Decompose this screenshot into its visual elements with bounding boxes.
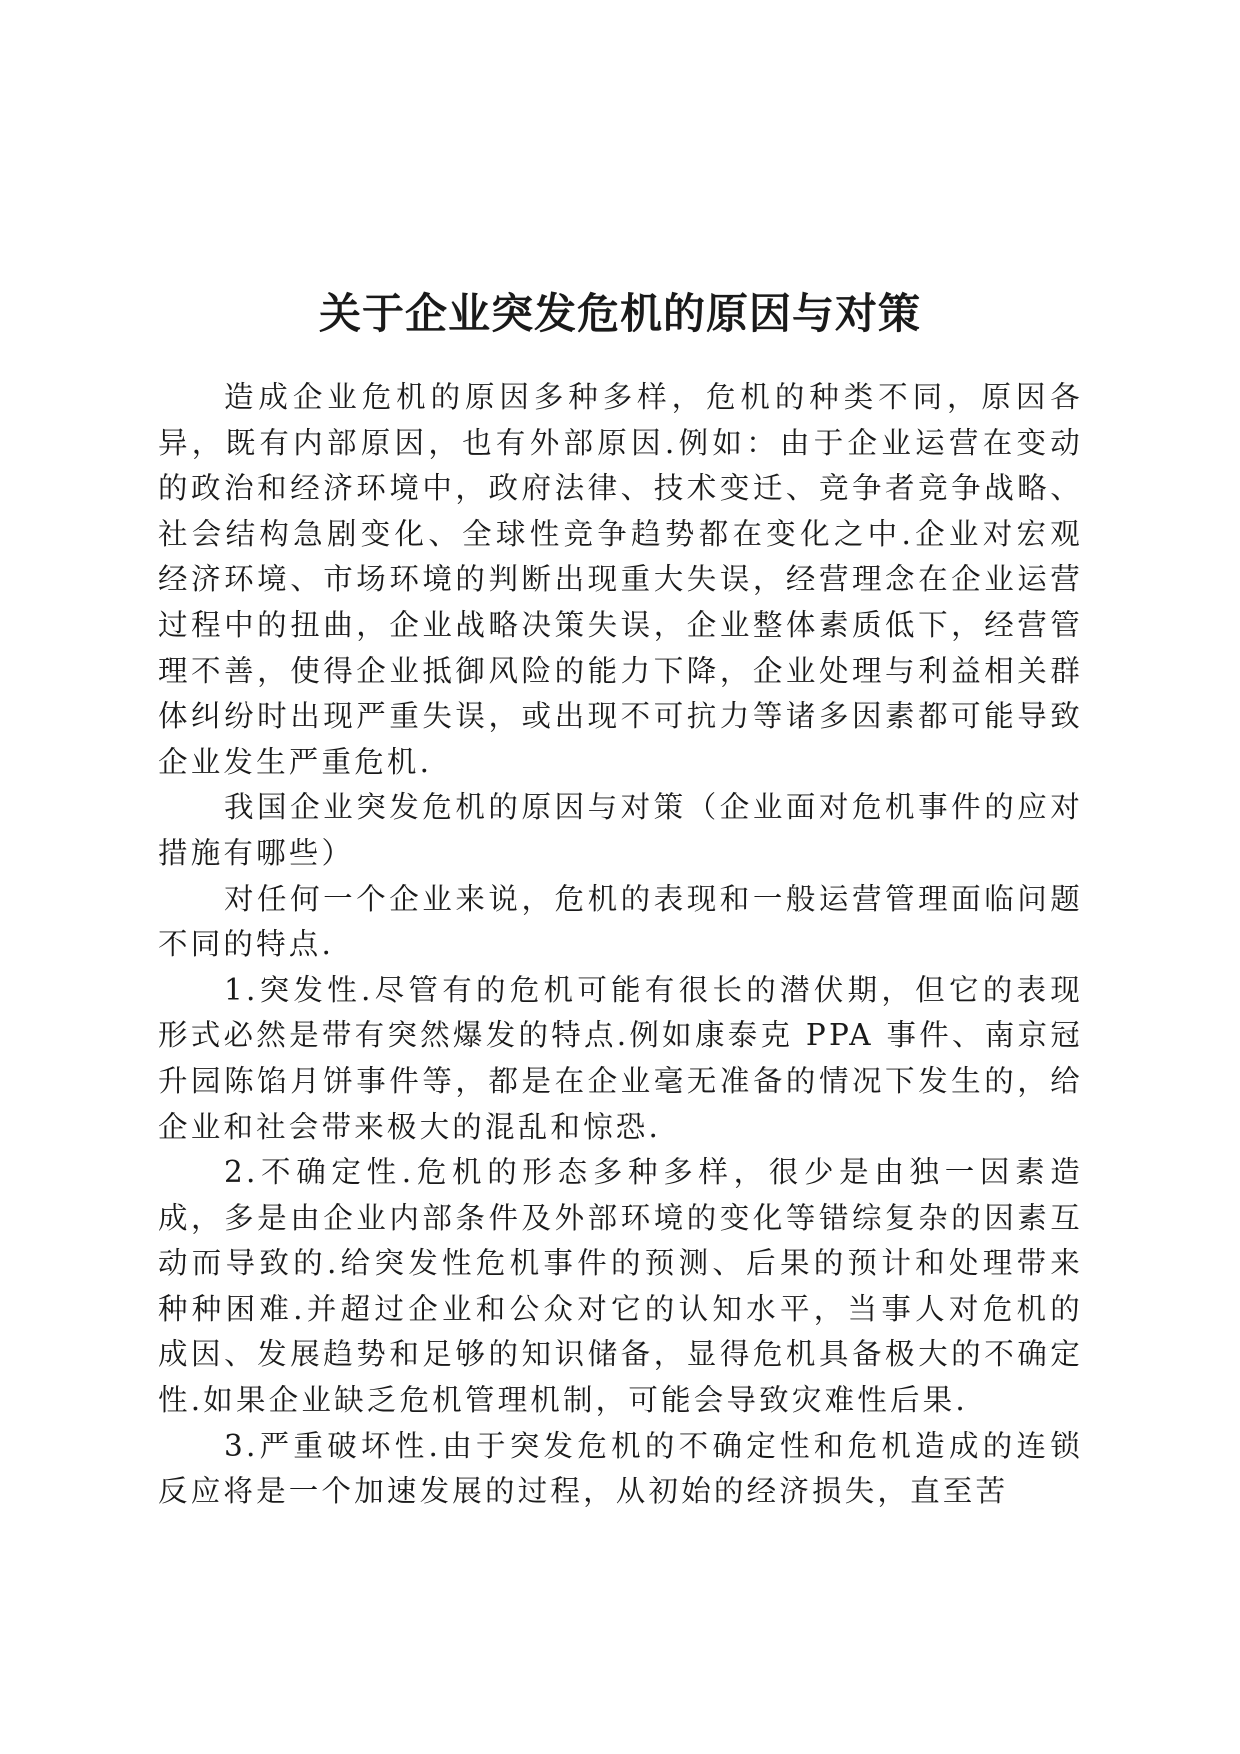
paragraph-uncertainty: 2.不确定性.危机的形态多种多样，很少是由独一因素造成，多是由企业内部条件及外部环境的变化等错综复杂的因素互动而导致的.给突发性危机事件的预测、后果的预计和处理带来种种困难.并超过企业和公众对它的认知水平，当事人对危机的成因、发展趋势和足够的知识储备，显得危机具备极大的不确定性.如果企业缺乏危机管理机制，可能会导致灾难性后果.	[158, 1155, 1083, 1418]
paragraph-subtitle: 我国企业突发危机的原因与对策（企业面对危机事件的应对措施有哪些）	[158, 790, 1083, 870]
document-body	[158, 375, 1083, 1515]
paragraph-characteristics-intro: 对任何一个企业来说，危机的表现和一般运营管理面临问题不同的特点.	[158, 881, 1083, 962]
paragraph-causes: 造成企业危机的原因多种多样，危机的种类不同，原因各异，既有内部原因，也有外部原因.例如：由于企业运营在变动的政治和经济环境中，政府法律、技术变迁、竞争者竞争战略、社会结构急剧变化、全球性竞争趋势都在变化之中.企业对宏观经济环境、市场环境的判断出现重大失误，经营理念在企业运营过程中的扭曲，企业战略决策失误，企业整体素质低下，经营管理不善，使得企业抵御风险的能力下降，企业处理与利益相关群体纠纷时出现严重失误，或出现不可抗力等诸多因素都可能导致企业发生严重危机.	[158, 380, 1083, 779]
paragraph-destructiveness: 3.严重破坏性.由于突发危机的不确定性和危机造成的连锁反应将是一个加速发展的过程，从初始的经济损失，直至苦	[158, 1428, 1083, 1509]
document-title: 关于企业突发危机的原因与对策	[318, 289, 921, 339]
paragraph-suddenness: 1.突发性.尽管有的危机可能有很长的潜伏期，但它的表现形式必然是带有突然爆发的特点.例如康泰克 PPA 事件、南京冠升园陈馅月饼事件等，都是在企业毫无准备的情况下发生的，给企业和社会带来极大的混乱和惊恐.	[158, 972, 1083, 1144]
